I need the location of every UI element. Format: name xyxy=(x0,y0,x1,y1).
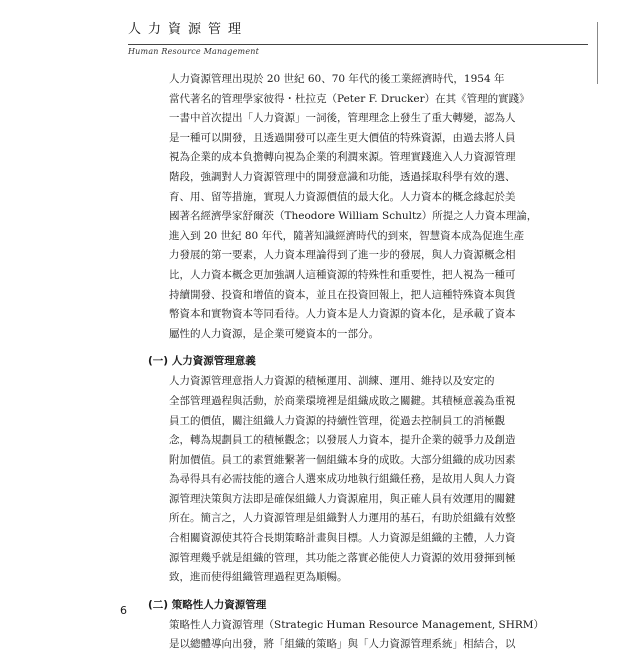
text-line: 員工的價值，關注組織人力資源的持續性管理，從過去控制員工的消極觀 xyxy=(169,414,505,427)
page-body xyxy=(148,70,545,655)
page-number: 6 xyxy=(120,604,127,617)
header-edge-line xyxy=(597,22,598,84)
text-line: 全部管理過程與活動，於商業環境裡是組織成敗之關鍵。其積極意義為重視 xyxy=(169,394,516,407)
intro-paragraph xyxy=(148,70,538,344)
text-line: 念，轉為規劃員工的積極觀念；以發展人力資本，提升企業的競爭力及創造 xyxy=(169,434,516,447)
text-line: 是一種可以開發，且透過開發可以產生更大價值的特殊資源，由過去將人員 xyxy=(169,131,516,144)
section-heading-strategic-hrm: (二) 策略性人力資源管理 xyxy=(148,598,267,611)
text-line: 致，進而使得組織管理過程更為順暢。 xyxy=(169,571,348,584)
section1-paragraph xyxy=(148,372,516,588)
text-line: 幣資本和實物資本等同看待。人力資本是人力資源的資本化，是承載了資本 xyxy=(169,308,516,321)
text-line: 當代著名的管理學家彼得・杜拉克（Peter F. Drucker）在其《管理的實踐》 xyxy=(169,92,530,105)
header-title: 人力資源管理 xyxy=(128,22,249,37)
text-line: 持續開發、投資和增值的資本，並且在投資回報上，把人這種特殊資本與貨 xyxy=(169,288,516,301)
text-line: 進入到 20 世紀 80 年代，隨著知識經濟時代的到來，智慧資本成為促進生產 xyxy=(169,229,525,242)
text-line: 源管理決策與方法即是確保組織人力資源雇用，與正確人員有效運用的關鍵 xyxy=(169,492,516,505)
text-line: 比，人力資本概念更加強調人這種資源的特殊性和重要性，把人視為一種可 xyxy=(169,268,516,281)
text-line: 視為企業的成本負擔轉向視為企業的利潤來源。管理實踐進入人力資源管理 xyxy=(169,151,516,164)
text-line: 人力資源管理出現於 20 世紀 60、70 年代的後工業經濟時代，1954 年 xyxy=(169,73,505,85)
text-line: 策略性人力資源管理（Strategic Human Resource Management, SHRM） xyxy=(169,618,545,631)
text-line: 是以總體導向出發，將「組織的策略」與「人力資源管理系統」相結合，以 xyxy=(169,638,516,651)
text-line: 階段，強調對人力資源管理中的開發意識和功能，透過採取科學有效的選、 xyxy=(169,170,516,183)
header-subtitle: Human Resource Management xyxy=(128,47,260,56)
text-line: 力發展的第一要素，人力資本理論得到了進一步的發展，與人力資源概念相 xyxy=(169,249,516,262)
text-line: 所在。簡言之，人力資源管理是組織對人力運用的基石，有助於組織有效整 xyxy=(169,512,516,525)
text-line: 附加價值。員工的素質維繫著一個組織本身的成敗。大部分組織的成功因素 xyxy=(169,453,516,466)
section-heading-hrm-meaning: (一) 人力資源管理意義 xyxy=(148,355,256,368)
text-line: 人力資源管理意指人力資源的積極運用、訓練、運用、維持以及安定的 xyxy=(169,375,495,388)
section2-paragraph xyxy=(148,616,545,655)
running-header xyxy=(128,22,598,56)
header-rule xyxy=(128,44,588,45)
text-line: 合相關資源使其符合長期策略計畫與目標。人力資源是組織的主體，人力資 xyxy=(169,532,516,545)
text-line: 一書中首次提出「人力資源」一詞後，管理理念上發生了重大轉變，認為人 xyxy=(169,112,516,125)
text-line: 為尋得具有必需技能的適合人選來成功地執行組織任務，是故用人與人力資 xyxy=(169,473,516,486)
text-line: 屬性的人力資源，是企業可變資本的一部分。 xyxy=(169,327,379,340)
text-line: 國著名經濟學家舒爾茨（Theodore William Schultz）所提之人力資本理論， xyxy=(169,210,538,223)
text-line: 源管理幾乎就是組織的管理，其功能之落實必能使人力資源的效用發揮到極 xyxy=(169,551,516,564)
text-line: 育、用、留等措施，實現人力資源價值的最大化。人力資本的概念緣起於美 xyxy=(169,190,516,203)
